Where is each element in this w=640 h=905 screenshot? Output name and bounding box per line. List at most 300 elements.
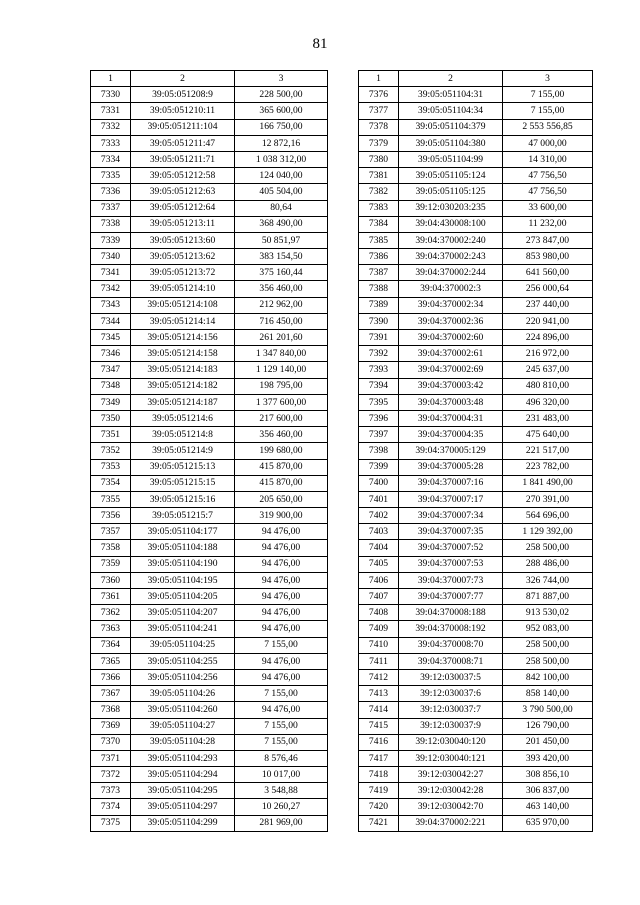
row-number-cell: 7392 bbox=[359, 346, 399, 362]
table-row bbox=[91, 734, 328, 750]
value-cell: 94 476,00 bbox=[235, 556, 328, 572]
table-row bbox=[91, 346, 328, 362]
cadastral-number-cell: 39:04:370008:70 bbox=[399, 637, 503, 653]
value-cell: 405 504,00 bbox=[235, 184, 328, 200]
row-number-cell: 7377 bbox=[359, 103, 399, 119]
table-row bbox=[359, 330, 593, 346]
table-row bbox=[91, 556, 328, 572]
value-cell: 1 347 840,00 bbox=[235, 346, 328, 362]
cadastral-number-cell: 39:05:051104:188 bbox=[131, 540, 235, 556]
cadastral-number-cell: 39:05:051104:380 bbox=[399, 135, 503, 151]
value-cell: 126 790,00 bbox=[503, 718, 593, 734]
table-row bbox=[359, 572, 593, 588]
value-cell: 221 517,00 bbox=[503, 443, 593, 459]
table-row bbox=[359, 103, 593, 119]
row-number-cell: 7372 bbox=[91, 767, 131, 783]
row-number-cell: 7382 bbox=[359, 184, 399, 200]
cadastral-number-cell: 39:05:051104:190 bbox=[131, 556, 235, 572]
value-cell: 393 420,00 bbox=[503, 750, 593, 766]
value-cell: 7 155,00 bbox=[235, 718, 328, 734]
table-row bbox=[91, 443, 328, 459]
row-number-cell: 7406 bbox=[359, 572, 399, 588]
cadastral-number-cell: 39:05:051214:187 bbox=[131, 394, 235, 410]
cadastral-number-cell: 39:05:051214:183 bbox=[131, 362, 235, 378]
value-cell: 212 962,00 bbox=[235, 297, 328, 313]
table-row bbox=[359, 362, 593, 378]
value-cell: 199 680,00 bbox=[235, 443, 328, 459]
value-cell: 306 837,00 bbox=[503, 783, 593, 799]
row-number-cell: 7332 bbox=[91, 119, 131, 135]
header-cell-2: 2 bbox=[131, 71, 235, 87]
row-number-cell: 7342 bbox=[91, 281, 131, 297]
cadastral-number-cell: 39:04:370005:28 bbox=[399, 459, 503, 475]
cadastral-number-cell: 39:05:051212:58 bbox=[131, 168, 235, 184]
table-row bbox=[359, 524, 593, 540]
value-cell: 258 500,00 bbox=[503, 637, 593, 653]
row-number-cell: 7353 bbox=[91, 459, 131, 475]
row-number-cell: 7376 bbox=[359, 87, 399, 103]
value-cell: 270 391,00 bbox=[503, 491, 593, 507]
value-cell: 1 129 392,00 bbox=[503, 524, 593, 540]
value-cell: 256 000,64 bbox=[503, 281, 593, 297]
row-number-cell: 7393 bbox=[359, 362, 399, 378]
value-cell: 47 756,50 bbox=[503, 184, 593, 200]
value-cell: 94 476,00 bbox=[235, 524, 328, 540]
cadastral-number-cell: 39:05:051104:255 bbox=[131, 653, 235, 669]
table-row bbox=[359, 410, 593, 426]
table-row bbox=[359, 686, 593, 702]
table-row bbox=[359, 378, 593, 394]
cadastral-number-cell: 39:04:430008:100 bbox=[399, 216, 503, 232]
row-number-cell: 7341 bbox=[91, 265, 131, 281]
row-number-cell: 7397 bbox=[359, 427, 399, 443]
value-cell: 94 476,00 bbox=[235, 540, 328, 556]
cadastral-number-cell: 39:05:051213:62 bbox=[131, 249, 235, 265]
header-cell-1: 1 bbox=[359, 71, 399, 87]
row-number-cell: 7403 bbox=[359, 524, 399, 540]
row-number-cell: 7380 bbox=[359, 151, 399, 167]
row-number-cell: 7404 bbox=[359, 540, 399, 556]
row-number-cell: 7371 bbox=[91, 750, 131, 766]
table-row bbox=[359, 702, 593, 718]
value-cell: 288 486,00 bbox=[503, 556, 593, 572]
table-row bbox=[91, 216, 328, 232]
table-row bbox=[91, 815, 328, 831]
cadastral-number-cell: 39:05:051208:9 bbox=[131, 87, 235, 103]
table-row bbox=[91, 232, 328, 248]
cadastral-number-cell: 39:05:051104:205 bbox=[131, 589, 235, 605]
value-cell: 47 756,50 bbox=[503, 168, 593, 184]
cadastral-number-cell: 39:04:370008:71 bbox=[399, 653, 503, 669]
cadastral-number-cell: 39:05:051104:297 bbox=[131, 799, 235, 815]
cadastral-number-cell: 39:05:051104:26 bbox=[131, 686, 235, 702]
cadastral-number-cell: 39:04:370002:243 bbox=[399, 249, 503, 265]
cadastral-number-cell: 39:12:030037:9 bbox=[399, 718, 503, 734]
value-cell: 166 750,00 bbox=[235, 119, 328, 135]
value-cell: 94 476,00 bbox=[235, 621, 328, 637]
row-number-cell: 7373 bbox=[91, 783, 131, 799]
row-number-cell: 7411 bbox=[359, 653, 399, 669]
value-cell: 1 129 140,00 bbox=[235, 362, 328, 378]
row-number-cell: 7386 bbox=[359, 249, 399, 265]
table-row bbox=[91, 799, 328, 815]
value-cell: 1 841 490,00 bbox=[503, 475, 593, 491]
row-number-cell: 7408 bbox=[359, 605, 399, 621]
table-row bbox=[359, 135, 593, 151]
table-row bbox=[359, 119, 593, 135]
row-number-cell: 7420 bbox=[359, 799, 399, 815]
table-row bbox=[91, 313, 328, 329]
value-cell: 853 980,00 bbox=[503, 249, 593, 265]
table-row bbox=[359, 508, 593, 524]
table-row bbox=[359, 427, 593, 443]
row-number-cell: 7364 bbox=[91, 637, 131, 653]
cadastral-number-cell: 39:04:370003:42 bbox=[399, 378, 503, 394]
cadastral-number-cell: 39:04:370002:221 bbox=[399, 815, 503, 831]
row-number-cell: 7337 bbox=[91, 200, 131, 216]
table-header-row bbox=[91, 71, 328, 87]
table-row bbox=[91, 783, 328, 799]
value-cell: 228 500,00 bbox=[235, 87, 328, 103]
value-cell: 94 476,00 bbox=[235, 605, 328, 621]
value-cell: 3 790 500,00 bbox=[503, 702, 593, 718]
value-cell: 842 100,00 bbox=[503, 669, 593, 685]
value-cell: 11 232,00 bbox=[503, 216, 593, 232]
row-number-cell: 7413 bbox=[359, 686, 399, 702]
cadastral-number-cell: 39:04:370007:52 bbox=[399, 540, 503, 556]
value-cell: 281 969,00 bbox=[235, 815, 328, 831]
cadastral-number-cell: 39:12:030037:5 bbox=[399, 669, 503, 685]
value-cell: 10 260,27 bbox=[235, 799, 328, 815]
table-row bbox=[91, 475, 328, 491]
table-row bbox=[91, 119, 328, 135]
row-number-cell: 7343 bbox=[91, 297, 131, 313]
cadastral-number-cell: 39:04:370007:17 bbox=[399, 491, 503, 507]
row-number-cell: 7331 bbox=[91, 103, 131, 119]
cadastral-number-cell: 39:05:051104:177 bbox=[131, 524, 235, 540]
row-number-cell: 7416 bbox=[359, 734, 399, 750]
row-number-cell: 7400 bbox=[359, 475, 399, 491]
table-row bbox=[359, 87, 593, 103]
table-row bbox=[91, 265, 328, 281]
table-row bbox=[359, 184, 593, 200]
cadastral-number-cell: 39:04:370003:48 bbox=[399, 394, 503, 410]
cadastral-number-cell: 39:04:370004:31 bbox=[399, 410, 503, 426]
row-number-cell: 7401 bbox=[359, 491, 399, 507]
value-cell: 326 744,00 bbox=[503, 572, 593, 588]
value-cell: 47 000,00 bbox=[503, 135, 593, 151]
value-cell: 205 650,00 bbox=[235, 491, 328, 507]
cadastral-number-cell: 39:05:051104:207 bbox=[131, 605, 235, 621]
row-number-cell: 7369 bbox=[91, 718, 131, 734]
row-number-cell: 7365 bbox=[91, 653, 131, 669]
value-cell: 716 450,00 bbox=[235, 313, 328, 329]
table-row bbox=[91, 589, 328, 605]
row-number-cell: 7349 bbox=[91, 394, 131, 410]
cadastral-number-cell: 39:04:370004:35 bbox=[399, 427, 503, 443]
row-number-cell: 7352 bbox=[91, 443, 131, 459]
cadastral-number-cell: 39:05:051214:6 bbox=[131, 410, 235, 426]
table-row bbox=[91, 508, 328, 524]
row-number-cell: 7370 bbox=[91, 734, 131, 750]
row-number-cell: 7396 bbox=[359, 410, 399, 426]
table-row bbox=[91, 394, 328, 410]
table-row bbox=[91, 151, 328, 167]
row-number-cell: 7362 bbox=[91, 605, 131, 621]
cadastral-number-cell: 39:05:051104:31 bbox=[399, 87, 503, 103]
cadastral-number-cell: 39:05:051104:293 bbox=[131, 750, 235, 766]
value-cell: 261 201,60 bbox=[235, 330, 328, 346]
table-row bbox=[91, 103, 328, 119]
value-cell: 94 476,00 bbox=[235, 702, 328, 718]
table-row bbox=[359, 281, 593, 297]
table-row bbox=[91, 686, 328, 702]
table-row bbox=[359, 168, 593, 184]
value-cell: 258 500,00 bbox=[503, 653, 593, 669]
row-number-cell: 7366 bbox=[91, 669, 131, 685]
cadastral-number-cell: 39:04:370002:34 bbox=[399, 297, 503, 313]
cadastral-number-cell: 39:04:370007:53 bbox=[399, 556, 503, 572]
row-number-cell: 7357 bbox=[91, 524, 131, 540]
table-row bbox=[359, 605, 593, 621]
cadastral-number-cell: 39:05:051104:34 bbox=[399, 103, 503, 119]
cadastral-number-cell: 39:05:051214:9 bbox=[131, 443, 235, 459]
cadastral-number-cell: 39:04:370005:129 bbox=[399, 443, 503, 459]
value-cell: 3 548,88 bbox=[235, 783, 328, 799]
table-row bbox=[359, 621, 593, 637]
row-number-cell: 7390 bbox=[359, 313, 399, 329]
value-cell: 7 155,00 bbox=[503, 103, 593, 119]
table-row bbox=[91, 135, 328, 151]
cadastral-number-cell: 39:05:051212:64 bbox=[131, 200, 235, 216]
table-row bbox=[91, 718, 328, 734]
header-cell-2: 2 bbox=[399, 71, 503, 87]
row-number-cell: 7360 bbox=[91, 572, 131, 588]
cadastral-number-cell: 39:05:051214:156 bbox=[131, 330, 235, 346]
table-row bbox=[91, 87, 328, 103]
table-row bbox=[359, 475, 593, 491]
row-number-cell: 7419 bbox=[359, 783, 399, 799]
cadastral-number-cell: 39:05:051213:60 bbox=[131, 232, 235, 248]
cadastral-number-cell: 39:04:370002:69 bbox=[399, 362, 503, 378]
table-row bbox=[91, 200, 328, 216]
table-row bbox=[91, 605, 328, 621]
cadastral-number-cell: 39:05:051105:124 bbox=[399, 168, 503, 184]
cadastral-number-cell: 39:05:051214:108 bbox=[131, 297, 235, 313]
value-cell: 94 476,00 bbox=[235, 669, 328, 685]
row-number-cell: 7348 bbox=[91, 378, 131, 394]
cadastral-number-cell: 39:05:051104:260 bbox=[131, 702, 235, 718]
row-number-cell: 7350 bbox=[91, 410, 131, 426]
table-row bbox=[359, 750, 593, 766]
table-row bbox=[359, 443, 593, 459]
value-cell: 258 500,00 bbox=[503, 540, 593, 556]
table-row bbox=[91, 702, 328, 718]
row-number-cell: 7384 bbox=[359, 216, 399, 232]
value-cell: 415 870,00 bbox=[235, 475, 328, 491]
value-cell: 2 553 556,85 bbox=[503, 119, 593, 135]
cadastral-number-cell: 39:12:030040:121 bbox=[399, 750, 503, 766]
value-cell: 237 440,00 bbox=[503, 297, 593, 313]
value-cell: 375 160,44 bbox=[235, 265, 328, 281]
table-row bbox=[91, 491, 328, 507]
row-number-cell: 7379 bbox=[359, 135, 399, 151]
table-row bbox=[91, 572, 328, 588]
value-cell: 871 887,00 bbox=[503, 589, 593, 605]
cadastral-number-cell: 39:05:051104:28 bbox=[131, 734, 235, 750]
table-row bbox=[359, 540, 593, 556]
row-number-cell: 7399 bbox=[359, 459, 399, 475]
table-row bbox=[91, 750, 328, 766]
cadastral-number-cell: 39:05:051211:47 bbox=[131, 135, 235, 151]
value-cell: 463 140,00 bbox=[503, 799, 593, 815]
cadastral-number-cell: 39:04:370002:3 bbox=[399, 281, 503, 297]
value-cell: 480 810,00 bbox=[503, 378, 593, 394]
header-cell-3: 3 bbox=[235, 71, 328, 87]
row-number-cell: 7351 bbox=[91, 427, 131, 443]
cadastral-number-cell: 39:04:370007:34 bbox=[399, 508, 503, 524]
cadastral-number-cell: 39:04:370002:240 bbox=[399, 232, 503, 248]
table-row bbox=[91, 637, 328, 653]
row-number-cell: 7398 bbox=[359, 443, 399, 459]
cadastral-number-cell: 39:12:030042:70 bbox=[399, 799, 503, 815]
value-cell: 94 476,00 bbox=[235, 572, 328, 588]
page-number: 81 bbox=[312, 36, 328, 52]
value-cell: 319 900,00 bbox=[235, 508, 328, 524]
cadastral-number-cell: 39:04:370002:244 bbox=[399, 265, 503, 281]
value-cell: 231 483,00 bbox=[503, 410, 593, 426]
cadastral-number-cell: 39:05:051105:125 bbox=[399, 184, 503, 200]
value-cell: 273 847,00 bbox=[503, 232, 593, 248]
left-table bbox=[90, 70, 328, 832]
cadastral-number-cell: 39:05:051215:13 bbox=[131, 459, 235, 475]
cadastral-number-cell: 39:05:051104:99 bbox=[399, 151, 503, 167]
row-number-cell: 7335 bbox=[91, 168, 131, 184]
row-number-cell: 7407 bbox=[359, 589, 399, 605]
value-cell: 216 972,00 bbox=[503, 346, 593, 362]
value-cell: 365 600,00 bbox=[235, 103, 328, 119]
table-row bbox=[359, 718, 593, 734]
row-number-cell: 7330 bbox=[91, 87, 131, 103]
table-row bbox=[91, 427, 328, 443]
row-number-cell: 7402 bbox=[359, 508, 399, 524]
row-number-cell: 7378 bbox=[359, 119, 399, 135]
cadastral-number-cell: 39:04:370007:77 bbox=[399, 589, 503, 605]
value-cell: 10 017,00 bbox=[235, 767, 328, 783]
value-cell: 952 083,00 bbox=[503, 621, 593, 637]
cadastral-number-cell: 39:05:051104:195 bbox=[131, 572, 235, 588]
row-number-cell: 7340 bbox=[91, 249, 131, 265]
value-cell: 308 856,10 bbox=[503, 767, 593, 783]
table-row bbox=[91, 524, 328, 540]
value-cell: 368 490,00 bbox=[235, 216, 328, 232]
cadastral-number-cell: 39:05:051213:72 bbox=[131, 265, 235, 281]
cadastral-number-cell: 39:12:030040:120 bbox=[399, 734, 503, 750]
cadastral-number-cell: 39:05:051104:299 bbox=[131, 815, 235, 831]
cadastral-number-cell: 39:05:051214:14 bbox=[131, 313, 235, 329]
cadastral-number-cell: 39:05:051104:25 bbox=[131, 637, 235, 653]
table-row bbox=[359, 815, 593, 831]
right-table bbox=[358, 70, 593, 832]
value-cell: 383 154,50 bbox=[235, 249, 328, 265]
cadastral-number-cell: 39:04:370008:188 bbox=[399, 605, 503, 621]
cadastral-number-cell: 39:05:051104:379 bbox=[399, 119, 503, 135]
row-number-cell: 7359 bbox=[91, 556, 131, 572]
value-cell: 415 870,00 bbox=[235, 459, 328, 475]
table-row bbox=[359, 232, 593, 248]
cadastral-number-cell: 39:12:030037:7 bbox=[399, 702, 503, 718]
table-row bbox=[91, 281, 328, 297]
table-row bbox=[359, 589, 593, 605]
value-cell: 858 140,00 bbox=[503, 686, 593, 702]
value-cell: 475 640,00 bbox=[503, 427, 593, 443]
value-cell: 7 155,00 bbox=[235, 734, 328, 750]
value-cell: 12 872,16 bbox=[235, 135, 328, 151]
cadastral-number-cell: 39:05:051104:27 bbox=[131, 718, 235, 734]
row-number-cell: 7345 bbox=[91, 330, 131, 346]
table-header-row bbox=[359, 71, 593, 87]
row-number-cell: 7346 bbox=[91, 346, 131, 362]
value-cell: 356 460,00 bbox=[235, 427, 328, 443]
row-number-cell: 7358 bbox=[91, 540, 131, 556]
value-cell: 94 476,00 bbox=[235, 653, 328, 669]
row-number-cell: 7421 bbox=[359, 815, 399, 831]
row-number-cell: 7333 bbox=[91, 135, 131, 151]
value-cell: 223 782,00 bbox=[503, 459, 593, 475]
cadastral-number-cell: 39:04:370007:35 bbox=[399, 524, 503, 540]
row-number-cell: 7361 bbox=[91, 589, 131, 605]
value-cell: 198 795,00 bbox=[235, 378, 328, 394]
row-number-cell: 7409 bbox=[359, 621, 399, 637]
value-cell: 1 038 312,00 bbox=[235, 151, 328, 167]
row-number-cell: 7415 bbox=[359, 718, 399, 734]
cadastral-number-cell: 39:05:051215:16 bbox=[131, 491, 235, 507]
cadastral-number-cell: 39:05:051104:294 bbox=[131, 767, 235, 783]
value-cell: 50 851,97 bbox=[235, 232, 328, 248]
cadastral-number-cell: 39:12:030037:6 bbox=[399, 686, 503, 702]
value-cell: 201 450,00 bbox=[503, 734, 593, 750]
value-cell: 8 576,46 bbox=[235, 750, 328, 766]
cadastral-number-cell: 39:04:370002:60 bbox=[399, 330, 503, 346]
value-cell: 245 637,00 bbox=[503, 362, 593, 378]
table-row bbox=[359, 783, 593, 799]
value-cell: 124 040,00 bbox=[235, 168, 328, 184]
value-cell: 224 896,00 bbox=[503, 330, 593, 346]
table-row bbox=[91, 621, 328, 637]
row-number-cell: 7395 bbox=[359, 394, 399, 410]
value-cell: 7 155,00 bbox=[235, 637, 328, 653]
value-cell: 33 600,00 bbox=[503, 200, 593, 216]
row-number-cell: 7367 bbox=[91, 686, 131, 702]
row-number-cell: 7363 bbox=[91, 621, 131, 637]
row-number-cell: 7334 bbox=[91, 151, 131, 167]
cadastral-number-cell: 39:05:051215:7 bbox=[131, 508, 235, 524]
row-number-cell: 7354 bbox=[91, 475, 131, 491]
value-cell: 641 560,00 bbox=[503, 265, 593, 281]
cadastral-number-cell: 39:05:051214:8 bbox=[131, 427, 235, 443]
table-row bbox=[359, 151, 593, 167]
table-row bbox=[91, 459, 328, 475]
table-row bbox=[359, 637, 593, 653]
value-cell: 220 941,00 bbox=[503, 313, 593, 329]
cadastral-number-cell: 39:05:051214:10 bbox=[131, 281, 235, 297]
table-row bbox=[91, 297, 328, 313]
table-row bbox=[91, 168, 328, 184]
row-number-cell: 7410 bbox=[359, 637, 399, 653]
table-row bbox=[359, 297, 593, 313]
row-number-cell: 7394 bbox=[359, 378, 399, 394]
table-row bbox=[359, 200, 593, 216]
